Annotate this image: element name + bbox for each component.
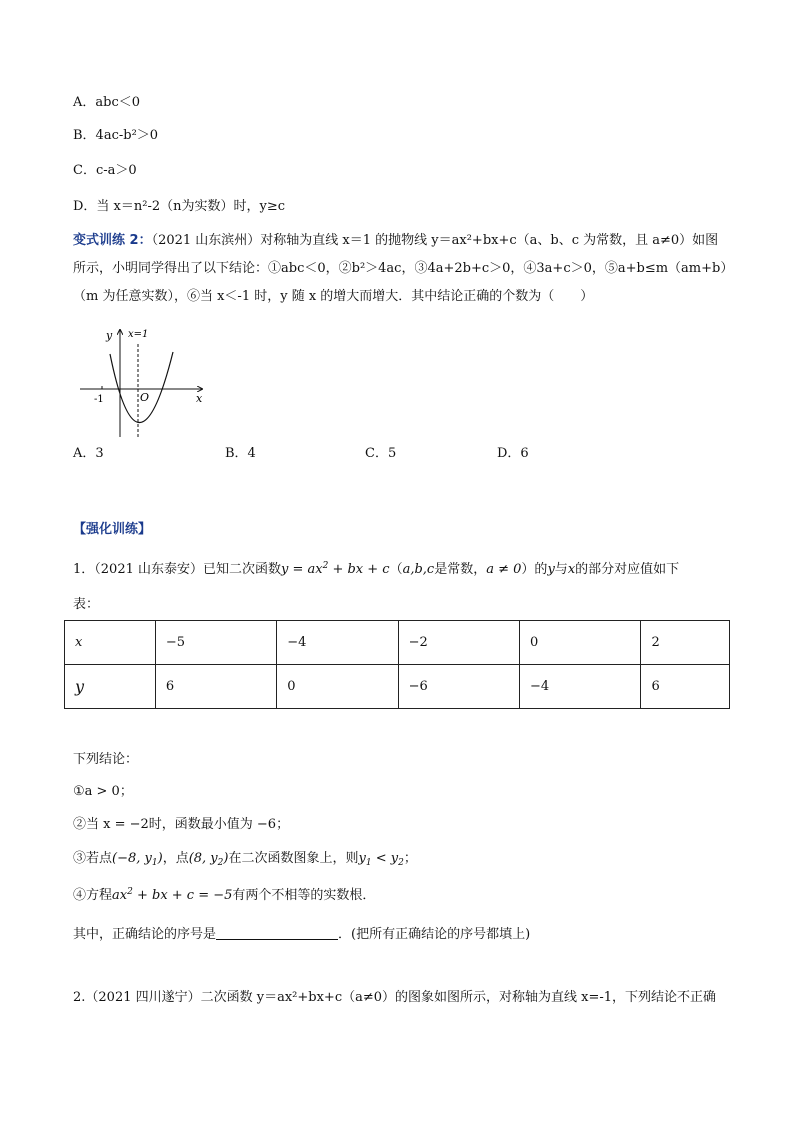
q2-line-1: 2.（2021 四川遂宁）二次函数 y＝ax²+bx+c（a≠0）的图象如图所示，对称轴为直线 x=-1，下列结论不正确 (73, 990, 717, 1005)
table-cell: 6 (641, 665, 730, 709)
q1-text-d: ）的 (521, 562, 548, 577)
c3-text-b: ，点 (162, 851, 189, 866)
variant-option-a: A．3 (73, 446, 104, 461)
value-table (64, 620, 730, 709)
option-b: B．4ac-b²＞0 (73, 128, 159, 143)
variant-label: 变式训练 2： (73, 233, 152, 248)
graph-neg-one: -1 (94, 394, 104, 405)
answer-text-b: ．(把所有正确结论的序号都填上) (338, 927, 531, 942)
table-row (65, 665, 730, 709)
variant-line-1 (73, 231, 718, 251)
table-cell: −4 (277, 621, 398, 665)
conclusion-3 (73, 849, 417, 869)
table-cell: −6 (398, 665, 519, 709)
variant-text-1: （2021 山东滨州）对称轴为直线 x＝1 的抛物线 y＝ax²+bx+c（a、b、c 为常数，且 a≠0）如图 (151, 233, 719, 248)
q1-coeffs: a,b,c (402, 562, 435, 577)
conclusion-4 (73, 886, 375, 906)
conclusions-title: 下列结论： (73, 752, 139, 767)
variant-option-c: C．5 (365, 446, 397, 461)
q1-x: x (567, 562, 576, 577)
c3-text-d: ； (403, 851, 417, 866)
q1-text-e: 与 (554, 562, 568, 577)
variant-line-2: 所示，小明同学得出了以下结论：①abc＜0，②b²＞4ac，③4a+2b+c＞0，④3a+c＞0，⑤a+b≤m（am+b） (73, 261, 734, 276)
q1-cond: a ≠ 0 (486, 562, 522, 577)
table-cell: y (65, 665, 156, 709)
q1-text-c: 是常数， (434, 562, 487, 577)
table-cell: 6 (155, 665, 276, 709)
c3-inequality: $y_1 < y_2$ (358, 851, 404, 868)
parabola-graph (78, 322, 213, 440)
table-cell: 0 (520, 621, 641, 665)
answer-blank[interactable] (216, 925, 338, 940)
c4-text-a: ④方程 (73, 888, 113, 903)
graph-y-label: y (106, 329, 113, 342)
option-c: C．c-a＞0 (73, 163, 137, 178)
parabola-curve (110, 352, 173, 423)
option-a: A．abc＜0 (73, 95, 141, 110)
q1-line-2: 表： (73, 597, 100, 612)
table-cell: −5 (155, 621, 276, 665)
c4-text-b: 有两个不相等的实数根． (232, 888, 376, 903)
variant-option-d: D．6 (497, 446, 529, 461)
graph-x-label: x (196, 392, 203, 405)
variant-line-3: （m 为任意实数），⑥当 x＜-1 时，y 随 x 的增大而增大．其中结论正确的个数为（ ） (73, 289, 594, 304)
c3-text-a: ③若点 (73, 851, 113, 866)
table-cell: −4 (520, 665, 641, 709)
q1-y: y (547, 562, 555, 577)
q1-answer-line (73, 925, 530, 945)
c3-point-2: (8, $y_2$) (188, 851, 229, 868)
q1-text-b: （ (389, 562, 403, 577)
graph-axis-label: x=1 (128, 329, 149, 340)
q1-text-f: 的部分对应值如下 (575, 562, 680, 577)
c3-point-1: (−8, $y_1$) (112, 851, 163, 868)
q1-line-1 (73, 560, 679, 580)
table-cell: 0 (277, 665, 398, 709)
answer-text-a: 其中，正确结论的序号是 (73, 927, 217, 942)
table-cell: x (65, 621, 156, 665)
option-d: D．当 x＝n²-2（n为实数）时，y≥c (73, 199, 286, 214)
table-cell: 2 (641, 621, 730, 665)
conclusion-2: ②当 x = −2时，函数最小值为 −6； (73, 817, 290, 832)
variant-option-b: B．4 (225, 446, 256, 461)
table-cell: −2 (398, 621, 519, 665)
table-row (65, 621, 730, 665)
conclusion-1: ①a > 0； (73, 784, 133, 799)
c3-text-c: 在二次函数图象上，则 (228, 851, 359, 866)
c4-equation: $ax^2$ + bx + c = −5 (112, 887, 233, 903)
q1-text-a: 1．（2021 山东泰安）已知二次函数 (73, 562, 281, 577)
section-title: 【强化训练】 (73, 522, 152, 537)
q1-formula: $y = ax^2$ + bx + c (281, 561, 390, 577)
graph-origin: O (140, 391, 150, 404)
